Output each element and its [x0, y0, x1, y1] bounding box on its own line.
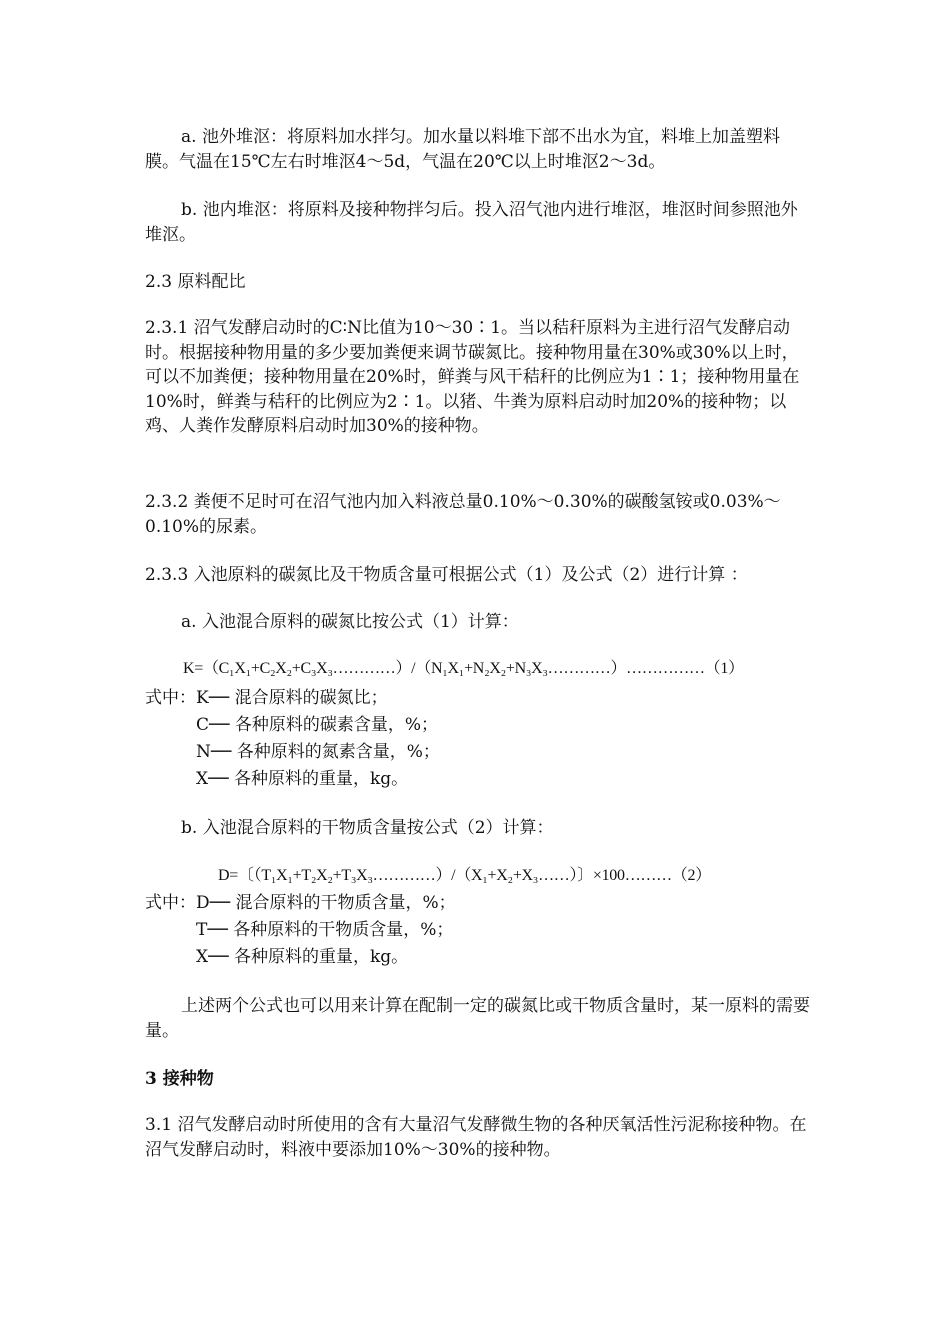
- heading-2-3: 2.3 原料配比: [145, 272, 246, 292]
- formula1-where-x: X── 各种原料的重量，kg。: [196, 769, 409, 789]
- paragraph-formula2-intro: b. 入池混合原料的干物质含量按公式（2）计算：: [181, 818, 554, 838]
- paragraph-2-3-2: 2.3.2 粪便不足时可在沼气池内加入料液总量0.10%～0.30%的碳酸氢铵或0.03%～0.10%的尿素。: [145, 492, 781, 537]
- paragraph-formula-usage: 上述两个公式也可以用来计算在配制一定的碳氮比或干物质含量时，某一原料的需要量。: [145, 996, 810, 1041]
- paragraph-heap-inside: b. 池内堆沤：将原料及接种物拌匀后。投入沼气池内进行堆沤，堆沤时间参照池外堆沤。: [145, 200, 798, 245]
- paragraph-2-3-1: 2.3.1 沼气发酵启动时的C∶N比值为10～30∶1。当以秸秆原料为主进行沼气发酵启动时。根据接种物用量的多少要加粪便来调节碳氮比。接种物用量在30%或30%以上时，可以不加粪便；接种物用量在20%时，鲜粪与风干秸秆的比例应为1∶1；接种物用量在10%时，鲜粪与秸秆的比例应为2∶1。以猪、牛粪为原料启动时加20%的接种物；以鸡、人粪作发酵原料启动时加30%的接种物。: [145, 318, 800, 436]
- paragraph-formula1-intro: a. 入池混合原料的碳氮比按公式（1）计算：: [181, 612, 519, 632]
- formula2-where-d: 式中：D── 混合原料的干物质含量，%；: [145, 893, 456, 913]
- formula1-where-k: 式中：K── 混合原料的碳氮比；: [145, 688, 388, 708]
- formula-2: D=〔（T₁X₁+T₂X₂+T₃X₃…………）/（X₁+X₂+X₃……）〕×100………（2）: [218, 867, 711, 884]
- formula2-where-x: X── 各种原料的重量，kg。: [196, 947, 409, 967]
- formula1-where-c: C── 各种原料的碳素含量，%；: [196, 715, 439, 735]
- formula-1: K=（C₁X₁+C₂X₂+C₃X₃…………）/（N₁X₁+N₂X₂+N₃X₃…………）……………（1）: [183, 660, 744, 677]
- paragraph-2-3-3: 2.3.3 入池原料的碳氮比及干物质含量可根据公式（1）及公式（2）进行计算 ：: [145, 565, 748, 585]
- paragraph-heap-outside: a. 池外堆沤：将原料加水拌匀。加水量以料堆下部不出水为宜，料堆上加盖塑料膜。气温在15℃左右时堆沤4～5d，气温在20℃以上时堆沤2～3d。: [145, 127, 780, 172]
- formula2-where-t: T── 各种原料的干物质含量，%；: [196, 920, 454, 940]
- formula1-where-n: N── 各种原料的氮素含量，%；: [196, 742, 440, 762]
- paragraph-3-1: 3.1 沼气发酵启动时所使用的含有大量沼气发酵微生物的各种厌氧活性污泥称接种物。在沼气发酵启动时，料液中要添加10%～30%的接种物。: [145, 1115, 807, 1160]
- heading-3: 3 接种物: [145, 1069, 214, 1089]
